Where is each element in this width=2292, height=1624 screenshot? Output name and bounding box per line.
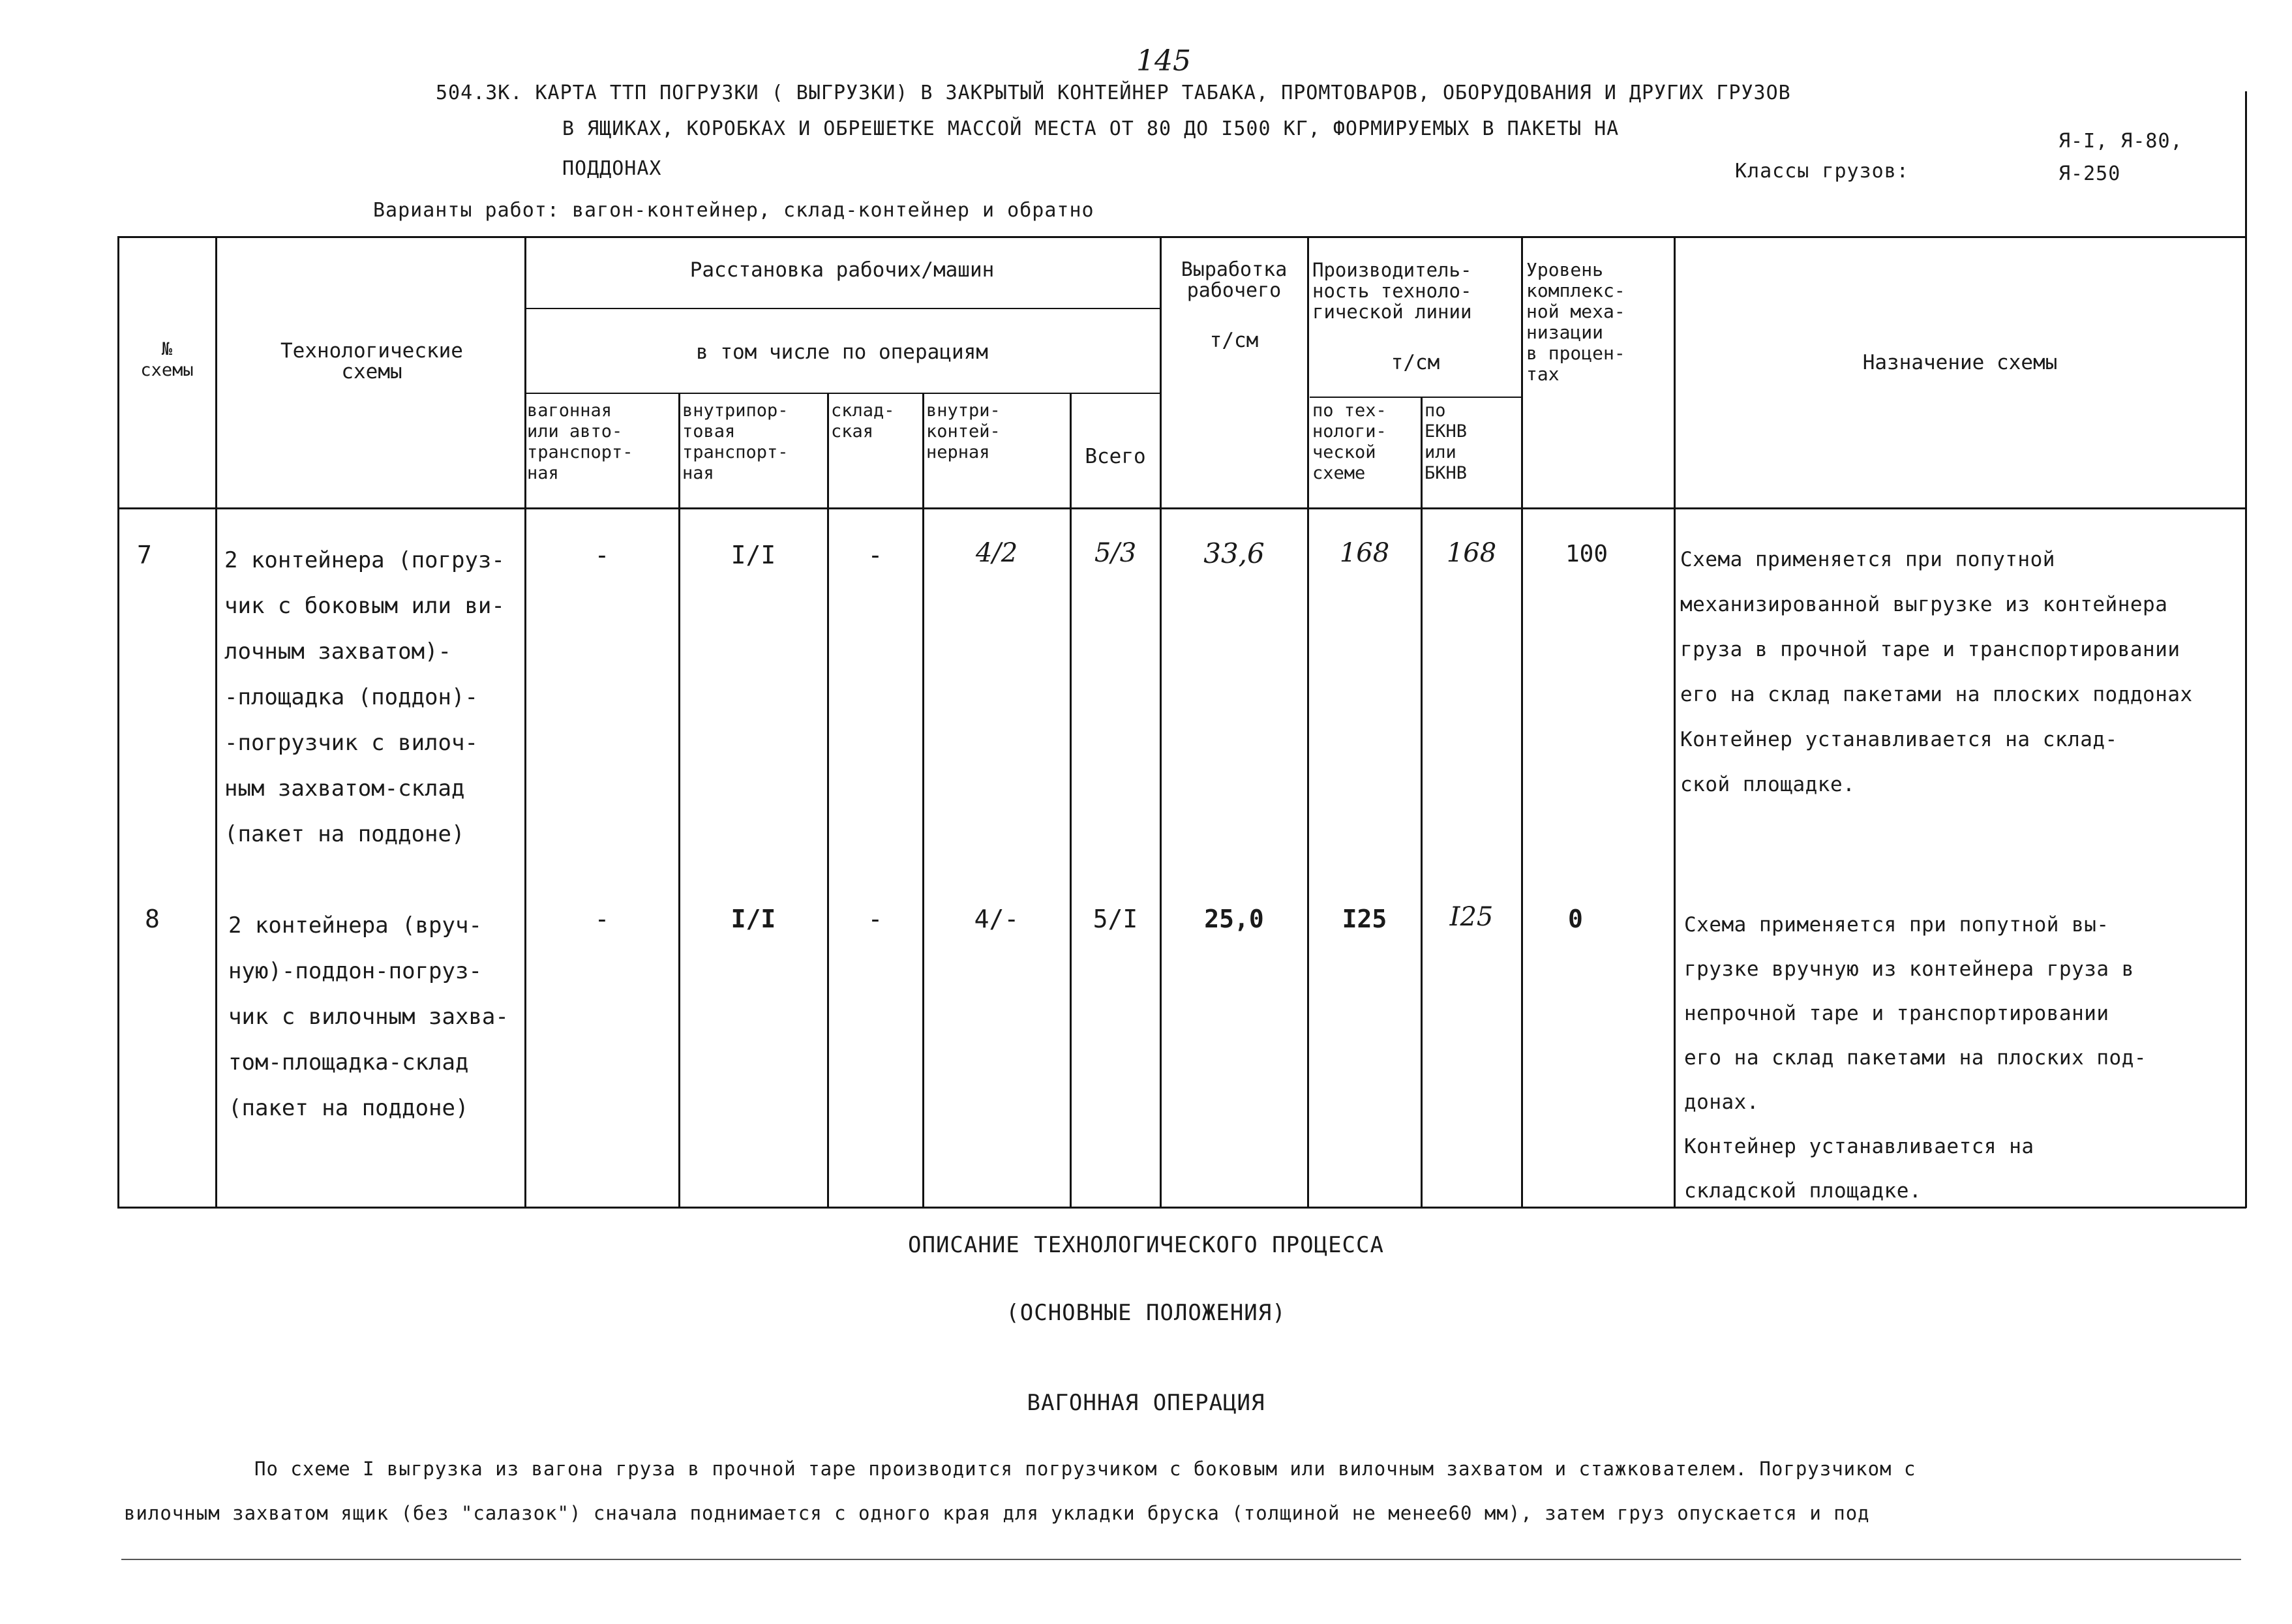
col-line-7 xyxy=(1160,236,1162,1208)
header-productivity-unit: т/см xyxy=(1391,351,1440,374)
row-8-inport: I/I xyxy=(731,905,776,933)
paragraph-line-1: По схеме I выгрузка из вагона груза в прочной таре производится погрузчиком с боковым или вилочным захватом и стажкователем. Погрузчиком с xyxy=(254,1458,1916,1480)
header-by-ekhv: по ЕКНВ или БКНВ xyxy=(1425,400,1468,483)
header-purpose: Назначение схемы xyxy=(1862,351,2058,374)
row-8-by-scheme: I25 xyxy=(1342,905,1387,933)
description-subtitle: (ОСНОВНЫЕ ПОЛОЖЕНИЯ) xyxy=(1006,1300,1286,1326)
productivity-divider xyxy=(1310,397,1521,398)
header-by-scheme: по тех- нологи- ческой схеме xyxy=(1312,400,1387,483)
row-8-total: 5/I xyxy=(1093,905,1138,933)
row-7-wagon: - xyxy=(594,541,610,569)
header-productivity: Производитель- ность техноло- гической линии xyxy=(1312,259,1472,323)
row-8-output: 25,0 xyxy=(1204,905,1264,933)
row-7-output: 33,6 xyxy=(1203,537,1265,569)
table-header-bottom-border xyxy=(117,507,2246,509)
row-7-by-ekhv: 168 xyxy=(1446,538,1497,568)
document-title-line-2: В ЯЩИКАХ, КОРОБКАХ И ОБРЕШЕТКЕ МАССОЙ МЕСТА ОТ 80 ДО I500 КГ, ФОРМИРУЕМЫХ В ПАКЕТЫ НА xyxy=(562,117,1620,140)
page-number: 145 xyxy=(1136,44,1191,78)
col-line-5 xyxy=(922,394,924,1208)
header-tech-schemes: Технологические схемы xyxy=(280,339,463,383)
row-7-total: 5/3 xyxy=(1094,538,1137,568)
row-7-mechanization: 100 xyxy=(1565,541,1608,567)
work-variants: Варианты работ: вагон-контейнер, склад-контейнер и обратно xyxy=(373,199,1094,222)
row-8-by-ekhv: I25 xyxy=(1449,902,1494,932)
header-warehouse: склад- ская xyxy=(831,400,895,442)
row-8-purpose: Схема применяется при попутной вы- грузке вручную из контейнера груза в непрочной таре и транспортировании его на склад пакетами на плоских под- донах. Контейнер устанавливается на складской площадке. xyxy=(1684,913,2147,1203)
row-8-mechanization: 0 xyxy=(1568,905,1583,933)
row-8-number: 8 xyxy=(145,905,160,933)
col-line-6 xyxy=(1070,394,1072,1208)
col-line-12 xyxy=(2245,91,2247,1208)
header-incontainer: внутри- контей- нерная xyxy=(926,400,1001,462)
col-line-4 xyxy=(827,394,829,1208)
row-8-scheme: 2 контейнера (вруч- ную)-поддон-погруз- чик с вилочным захва- том-площадка-склад (пакет на поддоне) xyxy=(228,912,509,1121)
col-line-8 xyxy=(1307,236,1309,1208)
col-line-0 xyxy=(117,236,119,1208)
document-title-line-1: 504.ЗК. КАРТА ТТП ПОГРУЗКИ ( ВЫГРУЗКИ) В ЗАКРЫТЫЙ КОНТЕЙНЕР ТАБАКА, ПРОМТОВАРОВ, ОБОРУДОВАНИЯ И ДРУГИХ ГРУЗОВ xyxy=(436,82,1791,104)
col-line-11 xyxy=(1674,236,1676,1208)
cargo-classes-value-2: Я-250 xyxy=(2058,162,2121,185)
row-7-number: 7 xyxy=(137,541,152,569)
header-placement: Расстановка рабочих/машин xyxy=(689,258,995,282)
row-7-purpose: Схема применяется при попутной механизированной выгрузке из контейнера груза в прочной таре и транспортировании его на склад пакетами на плоских поддонах Контейнер устанавливается на склад- ской площадке. xyxy=(1680,548,2193,796)
header-scheme-no: № схемы xyxy=(140,339,194,380)
header-mechanization: Уровень комплекс- ной меха- низации в процен- тах xyxy=(1526,259,1625,385)
col-line-2 xyxy=(524,236,526,1208)
col-line-3 xyxy=(678,394,680,1208)
row-8-wagon: - xyxy=(594,905,610,933)
row-7-inport: I/I xyxy=(731,541,776,569)
row-7-warehouse: - xyxy=(867,541,883,569)
table-top-border xyxy=(117,236,2246,238)
cargo-classes-value-1: Я-I, Я-80, xyxy=(2058,130,2183,153)
row-8-warehouse: - xyxy=(867,905,883,933)
header-output: Выработка рабочего xyxy=(1181,258,1288,302)
document-title-line-3: ПОДДОНАХ xyxy=(562,157,662,180)
cargo-classes-label: Классы грузов: xyxy=(1735,160,1909,183)
col-line-1 xyxy=(215,236,217,1208)
row-7-scheme: 2 контейнера (погруз- чик с боковым или ви- лочным захватом)- -площадка (поддон)- -погрузчик с вилоч- ным захватом-склад (пакет на поддоне) xyxy=(224,547,505,847)
header-by-operation: в том числе по операциям xyxy=(696,340,988,364)
operations-divider xyxy=(524,393,1160,394)
header-total: Всего xyxy=(1085,445,1146,468)
description-title: ОПИСАНИЕ ТЕХНОЛОГИЧЕСКОГО ПРОЦЕССА xyxy=(908,1232,1384,1258)
header-wagon: вагонная или авто- транспорт- ная xyxy=(527,400,633,483)
row-7-by-scheme: 168 xyxy=(1339,538,1390,568)
col-line-9 xyxy=(1421,397,1423,1208)
row-8-incontainer: 4/- xyxy=(974,905,1019,933)
row-7-incontainer: 4/2 xyxy=(975,538,1018,568)
paragraph-line-2: вилочным захватом ящик (без "салазок") сначала поднимается с одного края для укладки бруска (толщиной не менее60 мм), затем груз опускается и под xyxy=(124,1502,1870,1524)
header-output-unit: т/см xyxy=(1209,329,1259,352)
header-inport: внутрипор- товая транспорт- ная xyxy=(682,400,789,483)
page-bottom-rule xyxy=(121,1559,2241,1560)
placement-divider xyxy=(524,308,1160,309)
section-heading: ВАГОННАЯ ОПЕРАЦИЯ xyxy=(1027,1390,1265,1416)
col-line-10 xyxy=(1521,236,1523,1208)
